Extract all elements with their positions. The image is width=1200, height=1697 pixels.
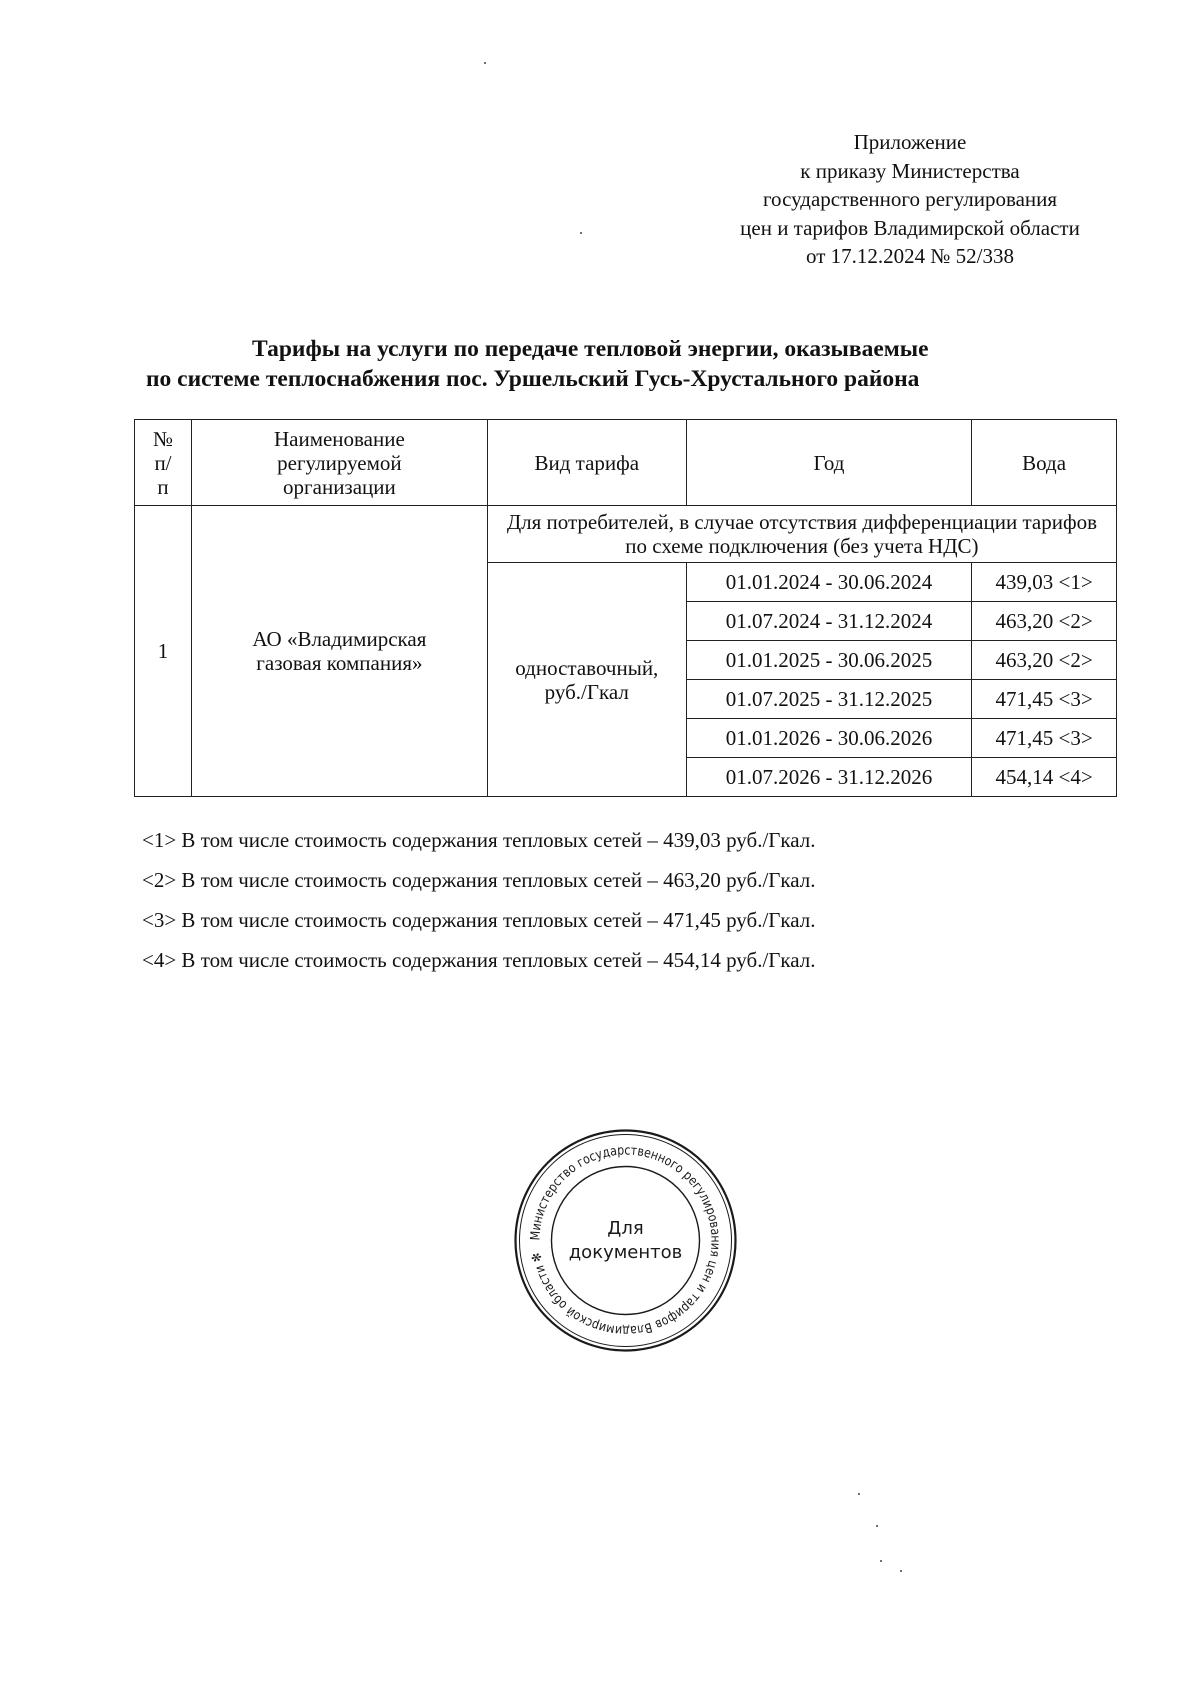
stamp-center-line-1: Для — [607, 1218, 644, 1239]
footnote: <1> В том числе стоимость содержания тепловых сетей – 439,03 руб./Гкал. — [142, 828, 816, 852]
appendix-line: к приказу Министерства — [800, 158, 1020, 183]
footnote: <2> В том числе стоимость содержания тепловых сетей – 463,20 руб./Гкал. — [142, 868, 816, 892]
value-cell: 463,20 <2> — [972, 641, 1117, 680]
title-line-1: Тарифы на услуги по передаче тепловой энергии, оказываемые — [252, 336, 929, 362]
appendix-block — [700, 128, 1120, 271]
value-cell: 439,03 <1> — [972, 563, 1117, 602]
value-cell: 463,20 <2> — [972, 602, 1117, 641]
svg-text:Министерство государственного — [528, 1143, 722, 1337]
period-cell: 01.01.2026 - 30.06.2026 — [686, 719, 971, 758]
tariff-name: одноставочный, руб./Гкал — [487, 563, 686, 797]
header-num: № п/п — [135, 420, 192, 506]
scan-speck — [880, 1560, 882, 1562]
period-cell: 01.07.2025 - 31.12.2025 — [686, 680, 971, 719]
footnote: <3> В том числе стоимость содержания тепловых сетей – 471,45 руб./Гкал. — [142, 908, 816, 932]
row-number: 1 — [135, 506, 192, 797]
footnote: <4> В том числе стоимость содержания тепловых сетей – 454,14 руб./Гкал. — [142, 948, 816, 972]
stamp-ring-text: Министерство государственного регулирования цен и тарифов Владимирской области ✻ — [528, 1143, 723, 1338]
table-header-row — [135, 420, 1117, 506]
period-cell: 01.07.2024 - 31.12.2024 — [686, 602, 971, 641]
period-cell: 01.07.2026 - 31.12.2026 — [686, 758, 971, 797]
scan-speck — [858, 1493, 860, 1495]
scan-speck — [876, 1525, 878, 1527]
organization-name: АО «Владимирская газовая компания» — [191, 506, 487, 797]
appendix-line: цен и тарифов Владимирской области — [740, 215, 1080, 240]
appendix-line: от 17.12.2024 № 52/338 — [805, 244, 1015, 268]
scan-speck — [484, 62, 486, 64]
official-stamp — [513, 1128, 738, 1353]
scan-speck — [580, 232, 582, 234]
tariff-table — [134, 419, 1117, 797]
appendix-line: государственного регулирования — [762, 187, 1058, 211]
value-cell: 471,45 <3> — [972, 680, 1117, 719]
header-year: Год — [686, 420, 971, 506]
title-line-2: по системе теплоснабжения пос. Уршельский Гусь-Хрустального района — [146, 366, 920, 392]
value-cell: 454,14 <4> — [972, 758, 1117, 797]
header-water: Вода — [972, 420, 1117, 506]
period-cell: 01.01.2025 - 30.06.2025 — [686, 641, 971, 680]
document-title — [130, 334, 1110, 394]
table-row — [135, 506, 1117, 563]
header-tariff-type: Вид тарифа — [487, 420, 686, 506]
header-org: Наименование регулируемой организации — [191, 420, 487, 506]
appendix-line: Приложение — [853, 130, 967, 154]
value-cell: 471,45 <3> — [972, 719, 1117, 758]
period-cell: 01.01.2024 - 30.06.2024 — [686, 563, 971, 602]
stamp-center-line-2: документов — [568, 1242, 683, 1263]
consumer-note: Для потребителей, в случае отсутствия дифференциации тарифов по схеме подключения (без учета НДС) — [487, 506, 1116, 563]
scan-speck — [900, 1570, 902, 1572]
footnotes — [142, 820, 816, 980]
